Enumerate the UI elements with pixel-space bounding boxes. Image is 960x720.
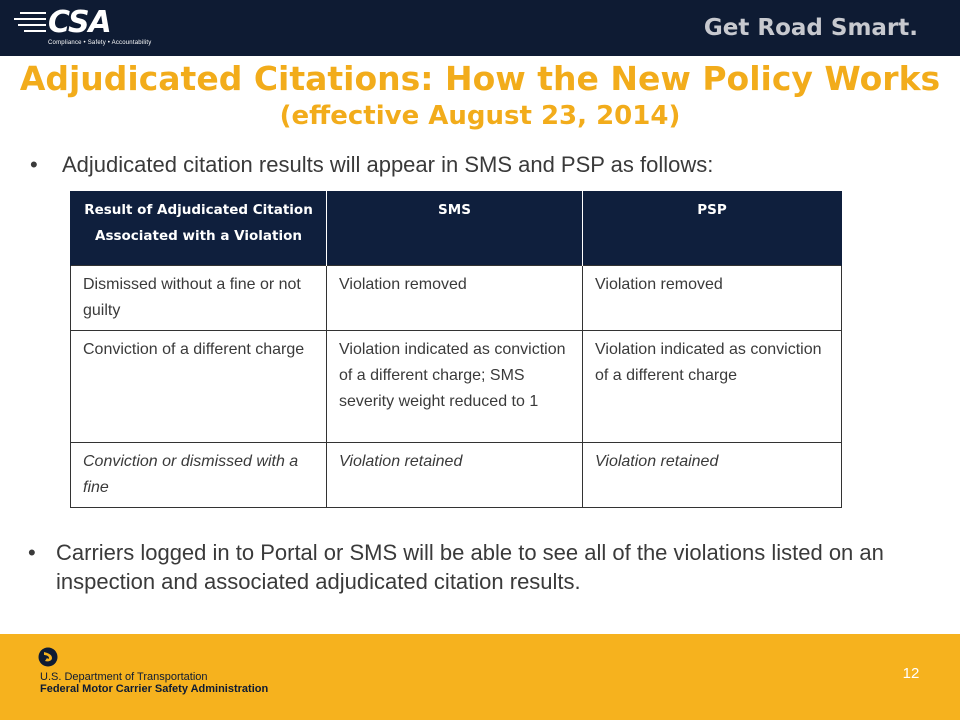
logo-text: CSA	[48, 5, 111, 40]
title-main: Adjudicated Citations: How the New Policy Works	[19, 59, 941, 98]
table-cell: Conviction or dismissed with a fine	[71, 442, 327, 507]
table-cell: Violation removed	[327, 265, 583, 330]
dot-emblem-icon	[38, 647, 58, 667]
bullet-text: Adjudicated citation results will appear in SMS and PSP as follows:	[62, 152, 714, 177]
header-psp: PSP	[583, 191, 842, 265]
table-cell: Dismissed without a fine or not guilty	[71, 265, 327, 330]
table-row	[71, 265, 842, 330]
table-cell: Violation retained	[583, 442, 842, 507]
bullet-marker: •	[30, 152, 38, 177]
header-sms: SMS	[327, 191, 583, 265]
table-cell: Violation removed	[583, 265, 842, 330]
slide-title	[0, 59, 960, 133]
footer-bar	[0, 634, 960, 720]
table-cell: Violation retained	[327, 442, 583, 507]
table-cell: Violation indicated as conviction of a different charge	[583, 330, 842, 442]
bullet-text: Carriers logged in to Portal or SMS will be able to see all of the violations listed on an inspection and associated adjudicated citation results.	[56, 540, 884, 594]
table-row	[71, 330, 842, 442]
bullet-marker: •	[28, 540, 36, 565]
header-slogan: Get Road Smart.	[703, 15, 918, 41]
agency-line-2: Federal Motor Carrier Safety Administration	[40, 683, 269, 695]
logo-tagline: Compliance • Safety • Accountability	[48, 40, 152, 46]
csa-logo	[14, 6, 164, 50]
citation-table	[70, 191, 841, 508]
header-bar	[0, 0, 960, 56]
table-header-row	[71, 191, 842, 265]
speed-lines-icon	[14, 12, 46, 40]
table-row	[71, 442, 842, 507]
page-number: 12	[902, 665, 920, 682]
table-cell: Violation indicated as conviction of a different charge; SMS severity weight reduced to 1	[327, 330, 583, 442]
table-cell: Conviction of a different charge	[71, 330, 327, 442]
agency-line-1: U.S. Department of Transportation	[40, 671, 208, 683]
title-sub: (effective August 23, 2014)	[279, 101, 681, 131]
header-result: Result of Adjudicated Citation Associated with a Violation	[71, 191, 327, 265]
